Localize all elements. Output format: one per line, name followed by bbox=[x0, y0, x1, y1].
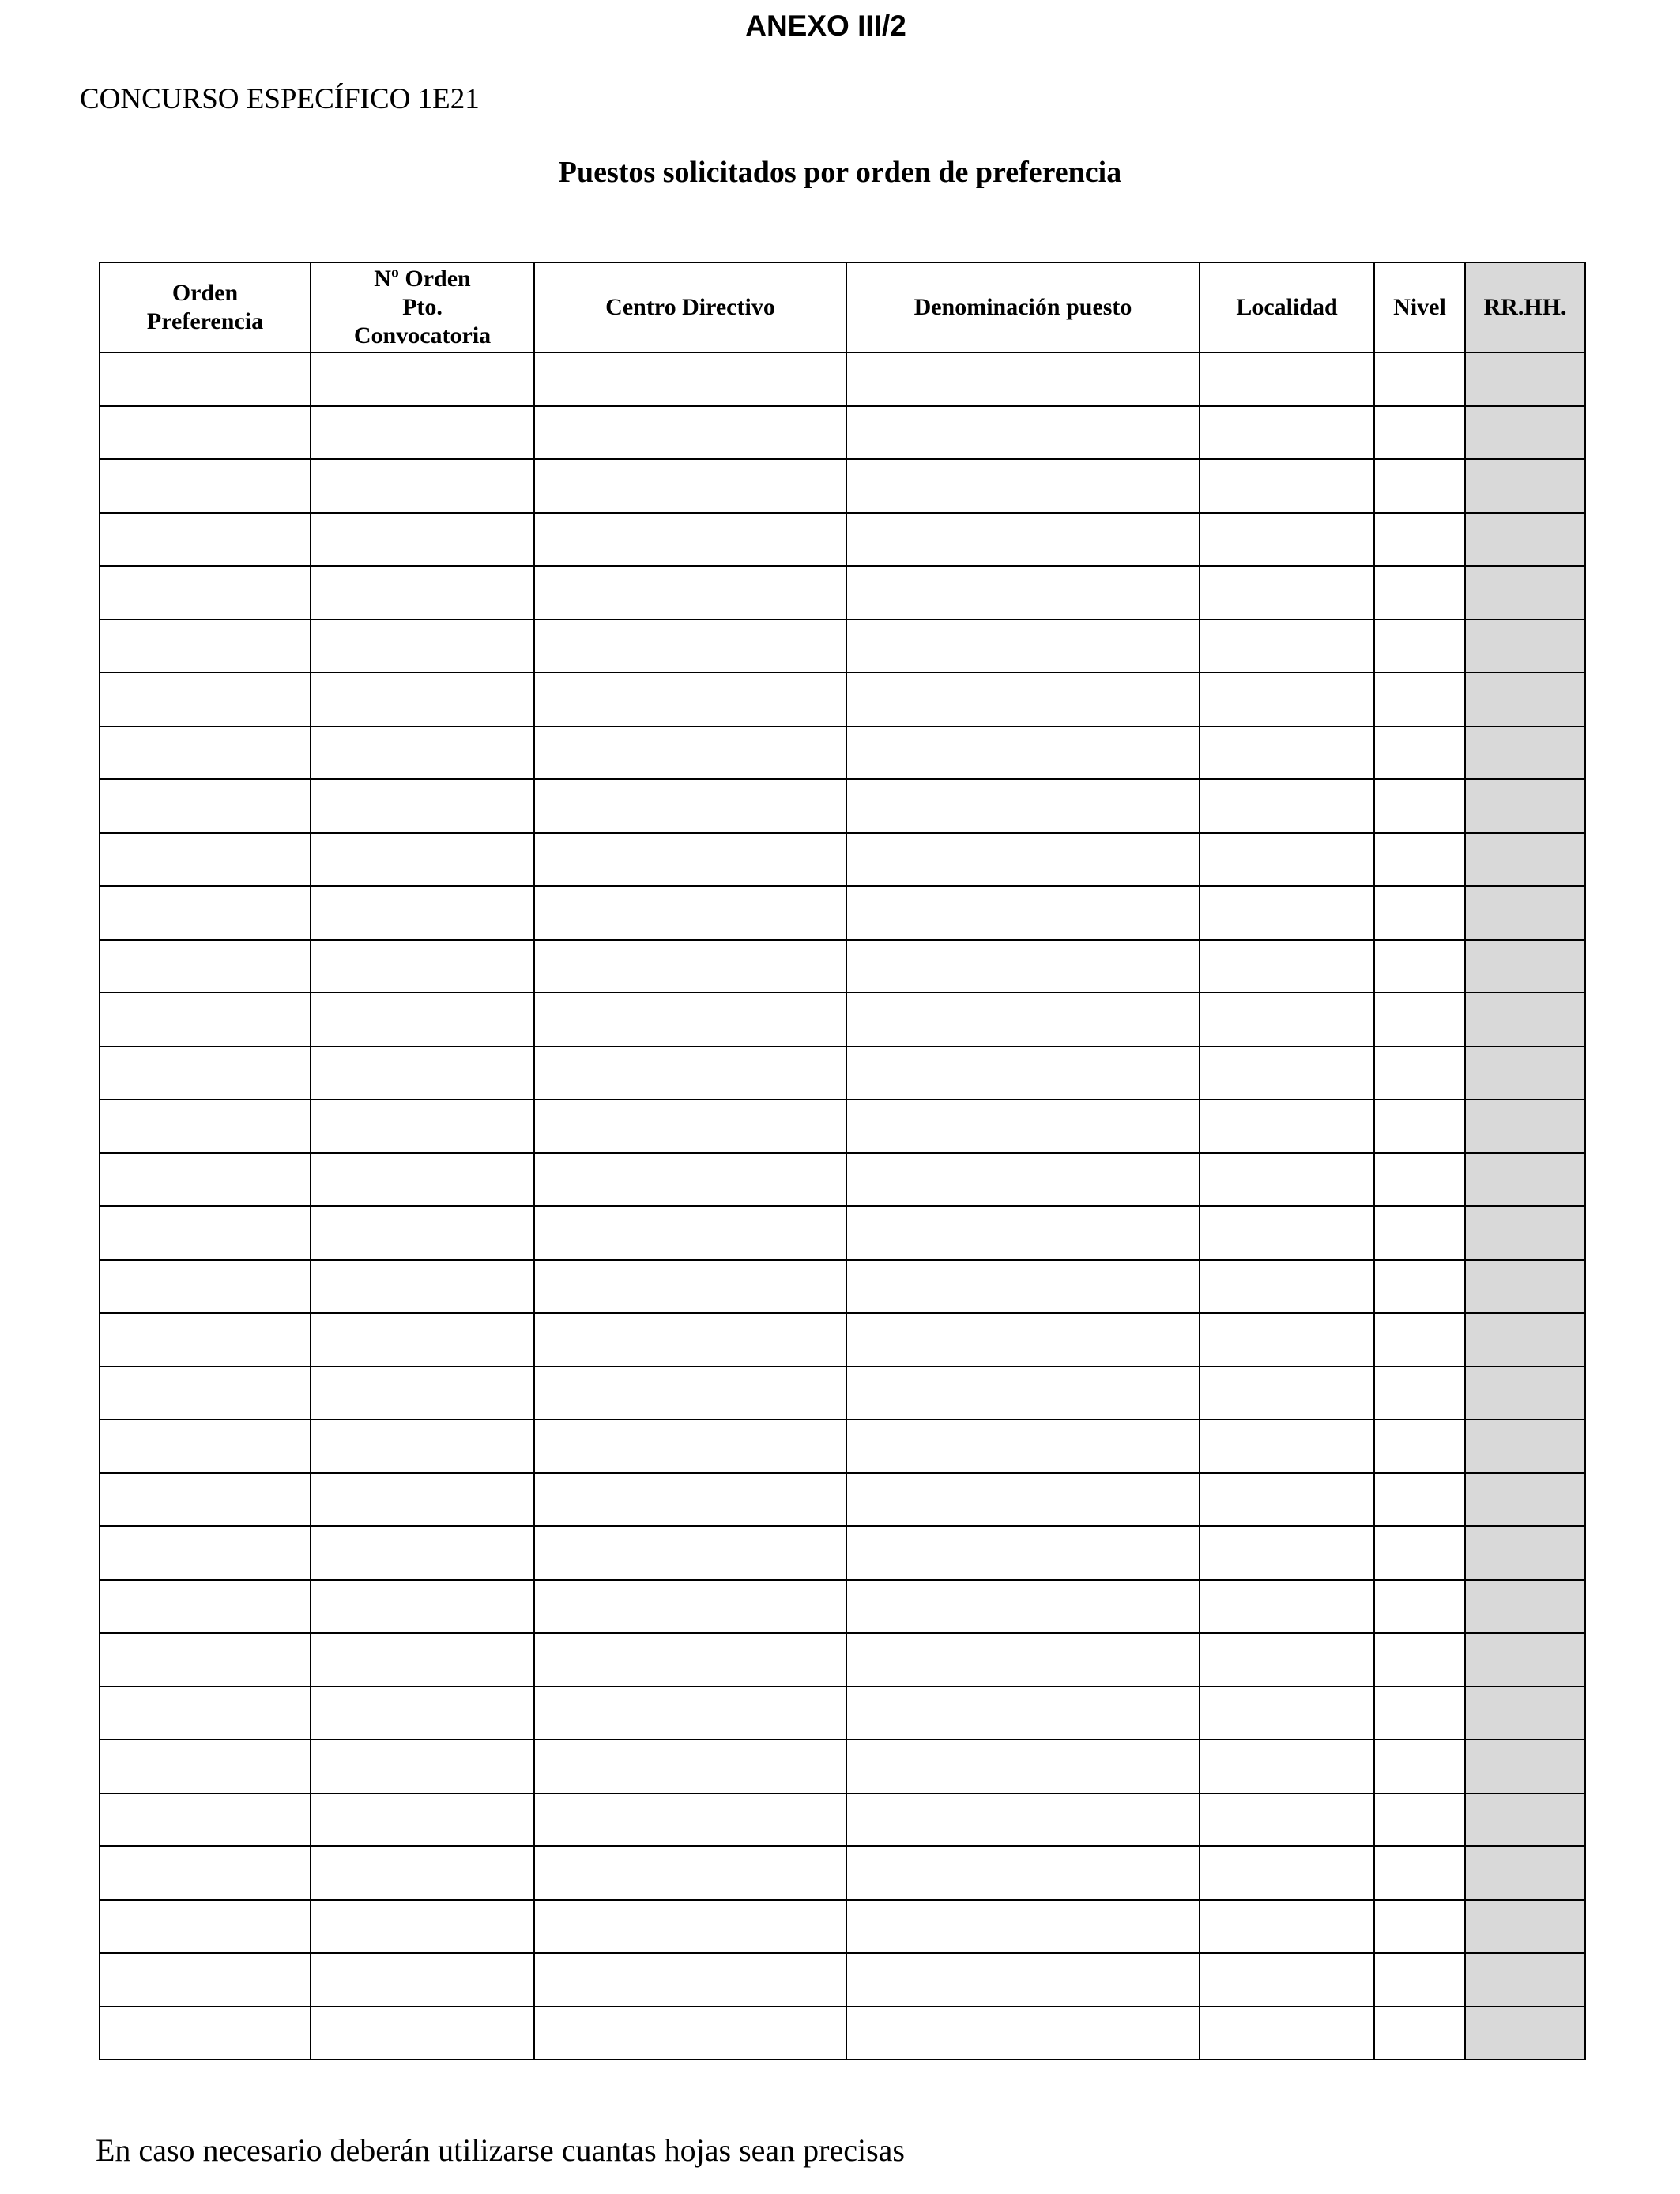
cell-centro-directivo[interactable] bbox=[534, 1099, 846, 1153]
cell-denominacion-puesto[interactable] bbox=[846, 1419, 1200, 1473]
cell-numero-orden[interactable] bbox=[311, 1846, 534, 1900]
cell-nivel[interactable] bbox=[1374, 1046, 1465, 1100]
cell-nivel[interactable] bbox=[1374, 1633, 1465, 1687]
cell-denominacion-puesto[interactable] bbox=[846, 1846, 1200, 1900]
table-row bbox=[100, 1260, 1585, 1314]
cell-localidad[interactable] bbox=[1200, 1526, 1374, 1580]
cell-nivel[interactable] bbox=[1374, 1313, 1465, 1367]
cell-localidad[interactable] bbox=[1200, 566, 1374, 620]
cell-orden-preferencia[interactable] bbox=[100, 726, 311, 780]
cell-centro-directivo[interactable] bbox=[534, 1473, 846, 1527]
cell-centro-directivo[interactable] bbox=[534, 1900, 846, 1954]
cell-centro-directivo[interactable] bbox=[534, 566, 846, 620]
col-header-nivel: Nivel bbox=[1374, 262, 1465, 352]
cell-numero-orden[interactable] bbox=[311, 1206, 534, 1260]
cell-orden-preferencia[interactable] bbox=[100, 1687, 311, 1740]
cell-nivel[interactable] bbox=[1374, 1153, 1465, 1207]
cell-rrhh bbox=[1465, 620, 1585, 673]
cell-centro-directivo[interactable] bbox=[534, 1153, 846, 1207]
col-header-numero-orden: Nº Orden Pto. Convocatoria bbox=[311, 262, 534, 352]
cell-orden-preferencia[interactable] bbox=[100, 1633, 311, 1687]
cell-denominacion-puesto[interactable] bbox=[846, 886, 1200, 940]
cell-numero-orden[interactable] bbox=[311, 1526, 534, 1580]
preferences-table bbox=[99, 262, 1586, 2060]
cell-localidad[interactable] bbox=[1200, 940, 1374, 993]
cell-centro-directivo[interactable] bbox=[534, 1633, 846, 1687]
cell-numero-orden[interactable] bbox=[311, 673, 534, 726]
cell-rrhh bbox=[1465, 566, 1585, 620]
cell-denominacion-puesto[interactable] bbox=[846, 1793, 1200, 1847]
table-row bbox=[100, 1419, 1585, 1473]
cell-orden-preferencia[interactable] bbox=[100, 1900, 311, 1954]
cell-denominacion-puesto[interactable] bbox=[846, 1526, 1200, 1580]
cell-localidad[interactable] bbox=[1200, 1473, 1374, 1527]
cell-nivel[interactable] bbox=[1374, 1793, 1465, 1847]
cell-rrhh bbox=[1465, 513, 1585, 567]
cell-nivel[interactable] bbox=[1374, 1580, 1465, 1634]
table-body bbox=[100, 352, 1585, 2060]
cell-rrhh bbox=[1465, 459, 1585, 513]
cell-localidad[interactable] bbox=[1200, 1633, 1374, 1687]
cell-numero-orden[interactable] bbox=[311, 726, 534, 780]
cell-centro-directivo[interactable] bbox=[534, 1260, 846, 1314]
col-header-orden-preferencia: Orden Preferencia bbox=[100, 262, 311, 352]
table-row bbox=[100, 1099, 1585, 1153]
cell-orden-preferencia[interactable] bbox=[100, 1153, 311, 1207]
cell-localidad[interactable] bbox=[1200, 726, 1374, 780]
cell-nivel[interactable] bbox=[1374, 406, 1465, 460]
table-row bbox=[100, 566, 1585, 620]
cell-orden-preferencia[interactable] bbox=[100, 673, 311, 726]
table-row bbox=[100, 779, 1585, 833]
table-row bbox=[100, 1206, 1585, 1260]
cell-localidad[interactable] bbox=[1200, 1687, 1374, 1740]
cell-denominacion-puesto[interactable] bbox=[846, 620, 1200, 673]
cell-numero-orden[interactable] bbox=[311, 459, 534, 513]
cell-rrhh bbox=[1465, 2007, 1585, 2060]
cell-denominacion-puesto[interactable] bbox=[846, 1633, 1200, 1687]
cell-localidad[interactable] bbox=[1200, 993, 1374, 1046]
table-row bbox=[100, 352, 1585, 406]
cell-orden-preferencia[interactable] bbox=[100, 1793, 311, 1847]
cell-numero-orden[interactable] bbox=[311, 993, 534, 1046]
cell-rrhh bbox=[1465, 1046, 1585, 1100]
col-header-rrhh: RR.HH. bbox=[1465, 262, 1585, 352]
cell-nivel[interactable] bbox=[1374, 620, 1465, 673]
cell-centro-directivo[interactable] bbox=[534, 1687, 846, 1740]
cell-numero-orden[interactable] bbox=[311, 1260, 534, 1314]
table-row bbox=[100, 513, 1585, 567]
cell-orden-preferencia[interactable] bbox=[100, 406, 311, 460]
table-header-row bbox=[100, 262, 1585, 352]
cell-orden-preferencia[interactable] bbox=[100, 1313, 311, 1367]
cell-nivel[interactable] bbox=[1374, 779, 1465, 833]
cell-denominacion-puesto[interactable] bbox=[846, 1900, 1200, 1954]
cell-nivel[interactable] bbox=[1374, 1900, 1465, 1954]
cell-denominacion-puesto[interactable] bbox=[846, 1687, 1200, 1740]
cell-nivel[interactable] bbox=[1374, 459, 1465, 513]
cell-localidad[interactable] bbox=[1200, 1580, 1374, 1634]
cell-denominacion-puesto[interactable] bbox=[846, 1953, 1200, 2007]
cell-nivel[interactable] bbox=[1374, 1953, 1465, 2007]
cell-orden-preferencia[interactable] bbox=[100, 1953, 311, 2007]
cell-centro-directivo[interactable] bbox=[534, 2007, 846, 2060]
cell-localidad[interactable] bbox=[1200, 459, 1374, 513]
cell-rrhh bbox=[1465, 833, 1585, 887]
cell-nivel[interactable] bbox=[1374, 726, 1465, 780]
cell-orden-preferencia[interactable] bbox=[100, 1580, 311, 1634]
cell-centro-directivo[interactable] bbox=[534, 1793, 846, 1847]
table-row bbox=[100, 1367, 1585, 1420]
cell-orden-preferencia[interactable] bbox=[100, 993, 311, 1046]
cell-denominacion-puesto[interactable] bbox=[846, 513, 1200, 567]
cell-numero-orden[interactable] bbox=[311, 406, 534, 460]
cell-orden-preferencia[interactable] bbox=[100, 1367, 311, 1420]
cell-orden-preferencia[interactable] bbox=[100, 2007, 311, 2060]
cell-denominacion-puesto[interactable] bbox=[846, 1099, 1200, 1153]
table-row bbox=[100, 1473, 1585, 1527]
cell-numero-orden[interactable] bbox=[311, 833, 534, 887]
cell-numero-orden[interactable] bbox=[311, 2007, 534, 2060]
cell-numero-orden[interactable] bbox=[311, 566, 534, 620]
cell-nivel[interactable] bbox=[1374, 1206, 1465, 1260]
table-row bbox=[100, 1526, 1585, 1580]
cell-numero-orden[interactable] bbox=[311, 1900, 534, 1954]
cell-centro-directivo[interactable] bbox=[534, 352, 846, 406]
cell-localidad[interactable] bbox=[1200, 1740, 1374, 1793]
cell-localidad[interactable] bbox=[1200, 1846, 1374, 1900]
cell-orden-preferencia[interactable] bbox=[100, 620, 311, 673]
table-row bbox=[100, 406, 1585, 460]
cell-denominacion-puesto[interactable] bbox=[846, 993, 1200, 1046]
table-row bbox=[100, 1580, 1585, 1634]
cell-orden-preferencia[interactable] bbox=[100, 513, 311, 567]
cell-rrhh bbox=[1465, 1153, 1585, 1207]
cell-orden-preferencia[interactable] bbox=[100, 940, 311, 993]
cell-orden-preferencia[interactable] bbox=[100, 1526, 311, 1580]
cell-rrhh bbox=[1465, 1367, 1585, 1420]
cell-numero-orden[interactable] bbox=[311, 1153, 534, 1207]
footer-note: En caso necesario deberán utilizarse cuantas hojas sean precisas bbox=[96, 2132, 905, 2168]
cell-orden-preferencia[interactable] bbox=[100, 1099, 311, 1153]
table-row bbox=[100, 1846, 1585, 1900]
cell-localidad[interactable] bbox=[1200, 1153, 1374, 1207]
cell-rrhh bbox=[1465, 1419, 1585, 1473]
cell-rrhh bbox=[1465, 1260, 1585, 1314]
cell-nivel[interactable] bbox=[1374, 1260, 1465, 1314]
cell-denominacion-puesto[interactable] bbox=[846, 1313, 1200, 1367]
cell-orden-preferencia[interactable] bbox=[100, 1260, 311, 1314]
table-row bbox=[100, 886, 1585, 940]
cell-centro-directivo[interactable] bbox=[534, 1580, 846, 1634]
cell-nivel[interactable] bbox=[1374, 1473, 1465, 1527]
cell-nivel[interactable] bbox=[1374, 513, 1465, 567]
cell-centro-directivo[interactable] bbox=[534, 406, 846, 460]
table-row bbox=[100, 1153, 1585, 1207]
cell-centro-directivo[interactable] bbox=[534, 886, 846, 940]
cell-orden-preferencia[interactable] bbox=[100, 459, 311, 513]
cell-numero-orden[interactable] bbox=[311, 1687, 534, 1740]
cell-orden-preferencia[interactable] bbox=[100, 833, 311, 887]
table-row bbox=[100, 1900, 1585, 1954]
table-row bbox=[100, 1793, 1585, 1847]
cell-centro-directivo[interactable] bbox=[534, 1367, 846, 1420]
cell-rrhh bbox=[1465, 1740, 1585, 1793]
cell-nivel[interactable] bbox=[1374, 1099, 1465, 1153]
cell-localidad[interactable] bbox=[1200, 1260, 1374, 1314]
cell-localidad[interactable] bbox=[1200, 620, 1374, 673]
cell-numero-orden[interactable] bbox=[311, 1580, 534, 1634]
cell-rrhh bbox=[1465, 1900, 1585, 1954]
cell-localidad[interactable] bbox=[1200, 779, 1374, 833]
cell-rrhh bbox=[1465, 1313, 1585, 1367]
cell-centro-directivo[interactable] bbox=[534, 459, 846, 513]
cell-nivel[interactable] bbox=[1374, 833, 1465, 887]
cell-rrhh bbox=[1465, 1580, 1585, 1634]
cell-rrhh bbox=[1465, 779, 1585, 833]
cell-numero-orden[interactable] bbox=[311, 1953, 534, 2007]
table-row bbox=[100, 459, 1585, 513]
cell-centro-directivo[interactable] bbox=[534, 673, 846, 726]
cell-localidad[interactable] bbox=[1200, 1793, 1374, 1847]
cell-rrhh bbox=[1465, 406, 1585, 460]
cell-centro-directivo[interactable] bbox=[534, 513, 846, 567]
cell-localidad[interactable] bbox=[1200, 2007, 1374, 2060]
cell-nivel[interactable] bbox=[1374, 1687, 1465, 1740]
cell-numero-orden[interactable] bbox=[311, 1367, 534, 1420]
table-subtitle: Puestos solicitados por orden de preferencia bbox=[558, 156, 1122, 189]
cell-rrhh bbox=[1465, 993, 1585, 1046]
cell-centro-directivo[interactable] bbox=[534, 1526, 846, 1580]
cell-denominacion-puesto[interactable] bbox=[846, 1740, 1200, 1793]
cell-localidad[interactable] bbox=[1200, 1367, 1374, 1420]
cell-denominacion-puesto[interactable] bbox=[846, 1580, 1200, 1634]
cell-centro-directivo[interactable] bbox=[534, 833, 846, 887]
cell-localidad[interactable] bbox=[1200, 1313, 1374, 1367]
cell-numero-orden[interactable] bbox=[311, 1313, 534, 1367]
cell-centro-directivo[interactable] bbox=[534, 940, 846, 993]
cell-localidad[interactable] bbox=[1200, 513, 1374, 567]
cell-centro-directivo[interactable] bbox=[534, 779, 846, 833]
cell-rrhh bbox=[1465, 1633, 1585, 1687]
cell-rrhh bbox=[1465, 1526, 1585, 1580]
cell-numero-orden[interactable] bbox=[311, 1046, 534, 1100]
table-row bbox=[100, 833, 1585, 887]
table-row bbox=[100, 1687, 1585, 1740]
cell-denominacion-puesto[interactable] bbox=[846, 1260, 1200, 1314]
cell-nivel[interactable] bbox=[1374, 940, 1465, 993]
cell-rrhh bbox=[1465, 1953, 1585, 2007]
cell-centro-directivo[interactable] bbox=[534, 1046, 846, 1100]
cell-orden-preferencia[interactable] bbox=[100, 1846, 311, 1900]
cell-numero-orden[interactable] bbox=[311, 886, 534, 940]
cell-nivel[interactable] bbox=[1374, 993, 1465, 1046]
table-row bbox=[100, 1953, 1585, 2007]
cell-denominacion-puesto[interactable] bbox=[846, 779, 1200, 833]
cell-numero-orden[interactable] bbox=[311, 513, 534, 567]
cell-denominacion-puesto[interactable] bbox=[846, 673, 1200, 726]
cell-orden-preferencia[interactable] bbox=[100, 1473, 311, 1527]
cell-orden-preferencia[interactable] bbox=[100, 352, 311, 406]
col-header-denominacion-puesto: Denominación puesto bbox=[846, 262, 1200, 352]
cell-numero-orden[interactable] bbox=[311, 940, 534, 993]
cell-localidad[interactable] bbox=[1200, 1900, 1374, 1954]
cell-localidad[interactable] bbox=[1200, 406, 1374, 460]
table-row bbox=[100, 1740, 1585, 1793]
cell-centro-directivo[interactable] bbox=[534, 1740, 846, 1793]
cell-centro-directivo[interactable] bbox=[534, 1953, 846, 2007]
cell-nivel[interactable] bbox=[1374, 1846, 1465, 1900]
table-row bbox=[100, 940, 1585, 993]
cell-localidad[interactable] bbox=[1200, 352, 1374, 406]
cell-rrhh bbox=[1465, 886, 1585, 940]
table-row bbox=[100, 1046, 1585, 1100]
cell-centro-directivo[interactable] bbox=[534, 993, 846, 1046]
cell-denominacion-puesto[interactable] bbox=[846, 940, 1200, 993]
cell-nivel[interactable] bbox=[1374, 1740, 1465, 1793]
cell-denominacion-puesto[interactable] bbox=[846, 1206, 1200, 1260]
cell-orden-preferencia[interactable] bbox=[100, 1740, 311, 1793]
table-row bbox=[100, 1633, 1585, 1687]
cell-centro-directivo[interactable] bbox=[534, 1419, 846, 1473]
contest-code: CONCURSO ESPECÍFICO 1E21 bbox=[80, 83, 480, 115]
annex-title: ANEXO III/2 bbox=[745, 9, 906, 42]
cell-numero-orden[interactable] bbox=[311, 1419, 534, 1473]
cell-denominacion-puesto[interactable] bbox=[846, 833, 1200, 887]
cell-denominacion-puesto[interactable] bbox=[846, 406, 1200, 460]
cell-rrhh bbox=[1465, 352, 1585, 406]
cell-localidad[interactable] bbox=[1200, 1046, 1374, 1100]
cell-denominacion-puesto[interactable] bbox=[846, 459, 1200, 513]
cell-centro-directivo[interactable] bbox=[534, 620, 846, 673]
cell-numero-orden[interactable] bbox=[311, 779, 534, 833]
cell-localidad[interactable] bbox=[1200, 886, 1374, 940]
cell-orden-preferencia[interactable] bbox=[100, 779, 311, 833]
cell-numero-orden[interactable] bbox=[311, 1099, 534, 1153]
cell-denominacion-puesto[interactable] bbox=[846, 1473, 1200, 1527]
table-row bbox=[100, 1313, 1585, 1367]
cell-denominacion-puesto[interactable] bbox=[846, 1046, 1200, 1100]
cell-nivel[interactable] bbox=[1374, 886, 1465, 940]
cell-localidad[interactable] bbox=[1200, 1099, 1374, 1153]
cell-nivel[interactable] bbox=[1374, 1526, 1465, 1580]
table-row bbox=[100, 620, 1585, 673]
cell-localidad[interactable] bbox=[1200, 833, 1374, 887]
cell-centro-directivo[interactable] bbox=[534, 726, 846, 780]
cell-localidad[interactable] bbox=[1200, 1419, 1374, 1473]
cell-denominacion-puesto[interactable] bbox=[846, 726, 1200, 780]
cell-numero-orden[interactable] bbox=[311, 1633, 534, 1687]
table-row bbox=[100, 2007, 1585, 2060]
cell-rrhh bbox=[1465, 726, 1585, 780]
cell-localidad[interactable] bbox=[1200, 673, 1374, 726]
cell-nivel[interactable] bbox=[1374, 566, 1465, 620]
cell-denominacion-puesto[interactable] bbox=[846, 1153, 1200, 1207]
cell-numero-orden[interactable] bbox=[311, 620, 534, 673]
cell-nivel[interactable] bbox=[1374, 673, 1465, 726]
cell-orden-preferencia[interactable] bbox=[100, 566, 311, 620]
cell-rrhh bbox=[1465, 1687, 1585, 1740]
cell-rrhh bbox=[1465, 673, 1585, 726]
cell-nivel[interactable] bbox=[1374, 2007, 1465, 2060]
cell-localidad[interactable] bbox=[1200, 1206, 1374, 1260]
col-header-localidad: Localidad bbox=[1200, 262, 1374, 352]
table-row bbox=[100, 726, 1585, 780]
cell-rrhh bbox=[1465, 1206, 1585, 1260]
col-header-centro-directivo: Centro Directivo bbox=[534, 262, 846, 352]
cell-centro-directivo[interactable] bbox=[534, 1846, 846, 1900]
cell-nivel[interactable] bbox=[1374, 1419, 1465, 1473]
cell-rrhh bbox=[1465, 1473, 1585, 1527]
cell-orden-preferencia[interactable] bbox=[100, 1419, 311, 1473]
cell-rrhh bbox=[1465, 940, 1585, 993]
table-row bbox=[100, 673, 1585, 726]
cell-denominacion-puesto[interactable] bbox=[846, 352, 1200, 406]
cell-nivel[interactable] bbox=[1374, 352, 1465, 406]
cell-orden-preferencia[interactable] bbox=[100, 1046, 311, 1100]
cell-centro-directivo[interactable] bbox=[534, 1206, 846, 1260]
cell-rrhh bbox=[1465, 1793, 1585, 1847]
cell-localidad[interactable] bbox=[1200, 1953, 1374, 2007]
cell-denominacion-puesto[interactable] bbox=[846, 1367, 1200, 1420]
cell-orden-preferencia[interactable] bbox=[100, 886, 311, 940]
cell-numero-orden[interactable] bbox=[311, 1740, 534, 1793]
cell-denominacion-puesto[interactable] bbox=[846, 566, 1200, 620]
cell-numero-orden[interactable] bbox=[311, 1473, 534, 1527]
cell-orden-preferencia[interactable] bbox=[100, 1206, 311, 1260]
table-row bbox=[100, 993, 1585, 1046]
cell-rrhh bbox=[1465, 1099, 1585, 1153]
cell-numero-orden[interactable] bbox=[311, 1793, 534, 1847]
cell-centro-directivo[interactable] bbox=[534, 1313, 846, 1367]
cell-nivel[interactable] bbox=[1374, 1367, 1465, 1420]
cell-numero-orden[interactable] bbox=[311, 352, 534, 406]
cell-rrhh bbox=[1465, 1846, 1585, 1900]
cell-denominacion-puesto[interactable] bbox=[846, 2007, 1200, 2060]
